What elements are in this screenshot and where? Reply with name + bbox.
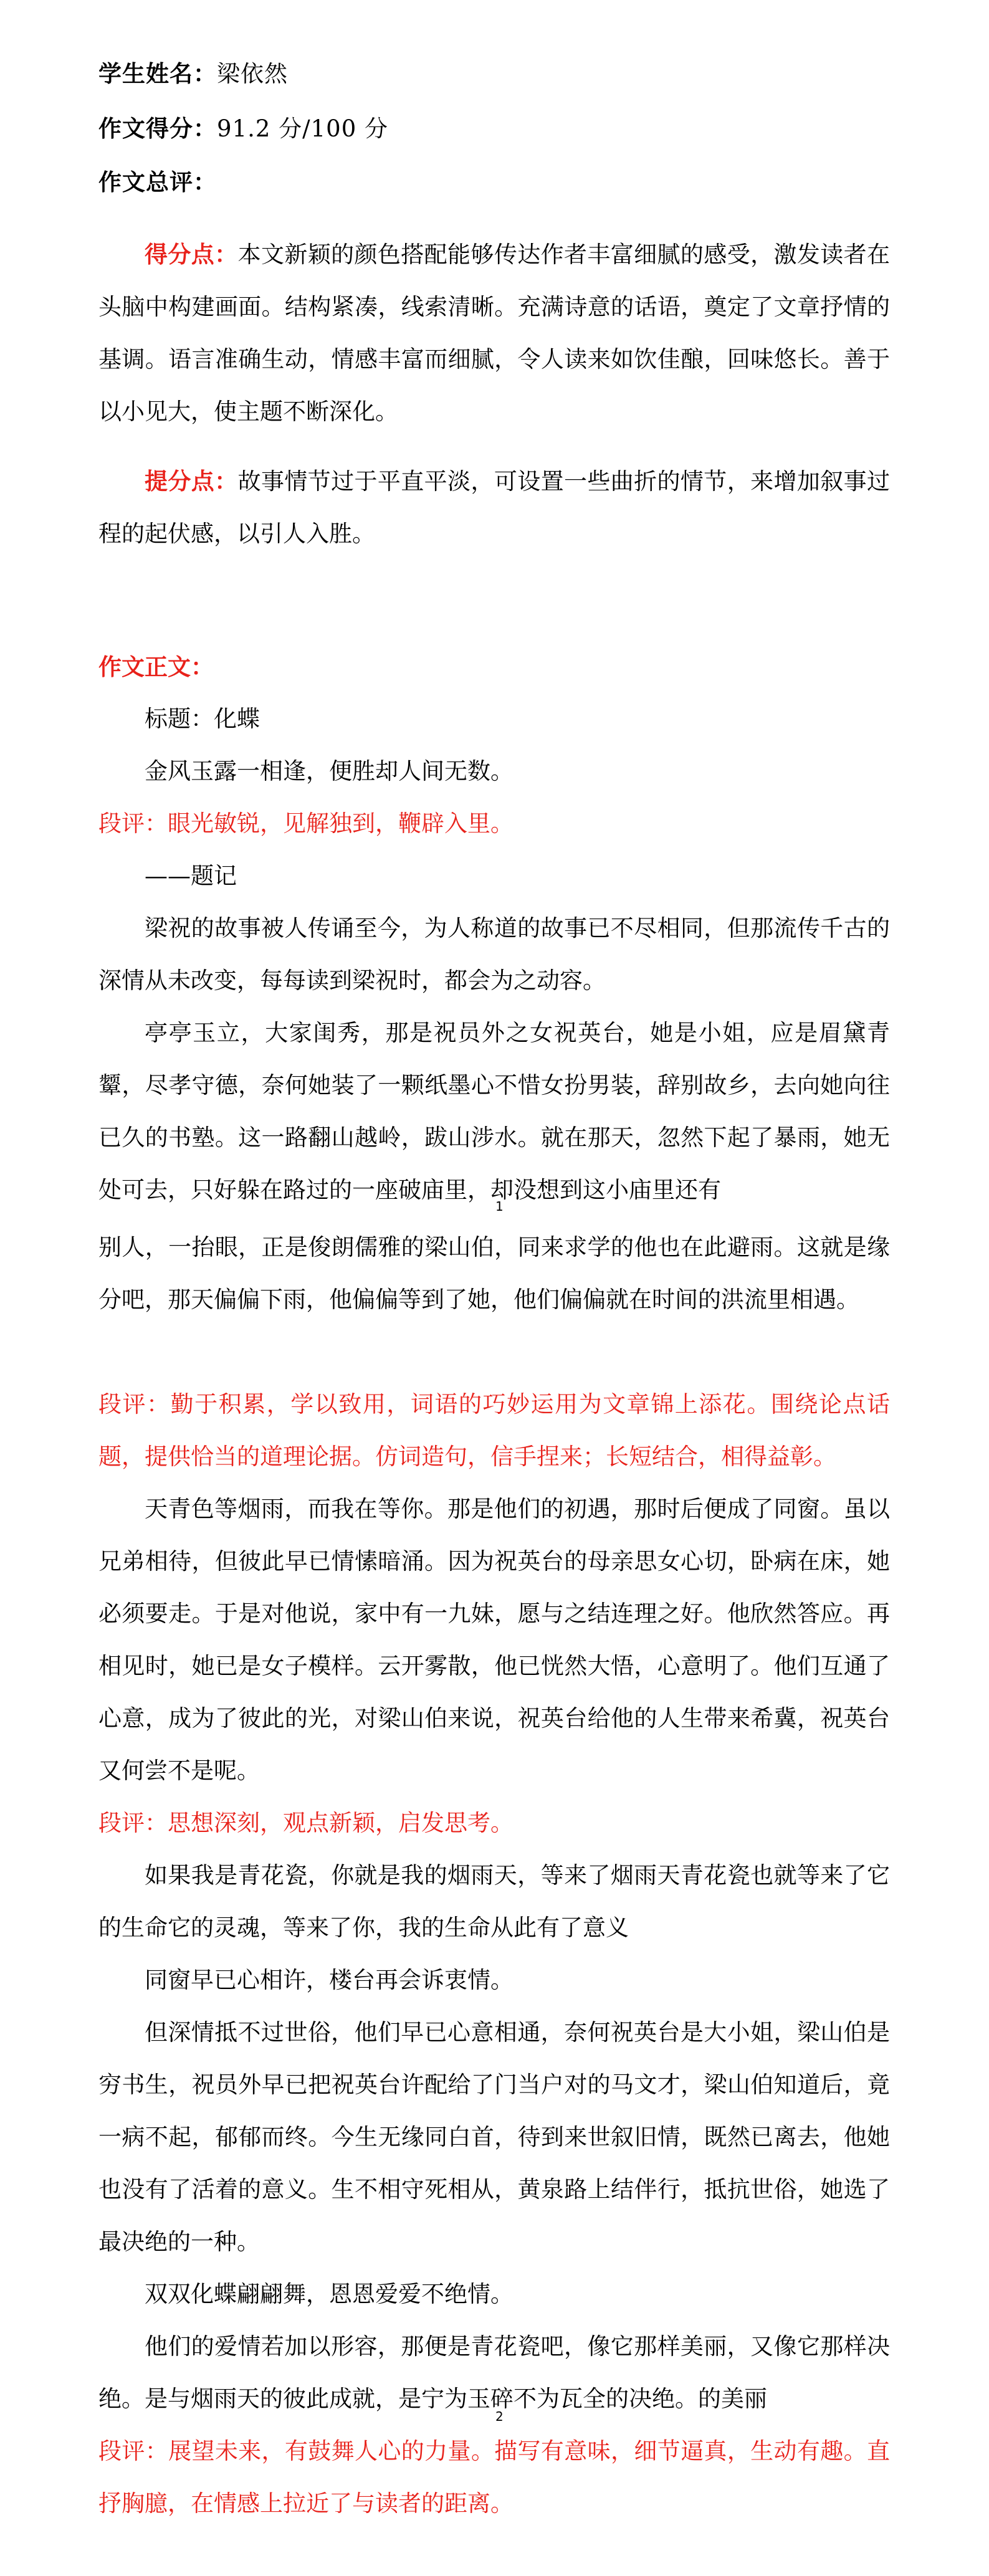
paragraph-5: 同窗早已心相许，楼台再会诉衷情。 [145,1967,514,1993]
paragraph-6: 但深情抵不过世俗，他们早已心意相通，奈何祝英台是大小姐，梁山伯是穷书生，祝员外早已把祝英台许配给了门当户对的马文才，梁山伯知道后，竟一病不起，郁郁而终。今生无缘同白首，待到来世叙旧情，既然已离去，他她也没有了活着的意义。生不相守死相从，黄泉路上结伴行，抵抗世俗，她选了最决绝的一种。 [98,2019,890,2255]
strengths-label: 得分点： [145,241,238,268]
score-line [98,110,388,143]
page-number-2: 2 [495,2409,504,2424]
score-label: 作文得分： [98,115,217,142]
improve-label: 提分点： [145,467,238,495]
paragraph-3: 天青色等烟雨，而我在等你。那是他们的初遇，那时后便成了同窗。虽以兄弟相待，但彼此早已情愫暗涌。因为祝英台的母亲思女心切，卧病在床，她必须要走。于是对他说，家中有一九妹，愿与之结连理之好。他欣然答应。再相见时，她已是女子模样。云开雾散，他已恍然大悟，心意明了。他们互通了心意，成为了彼此的光，对梁山伯来说，祝英台给他的人生带来希冀，祝英台又何尝不是呢。 [98,1496,890,1784]
epigraph: 金风玉露一相逢，便胜却人间无数。 [145,758,514,785]
paragraph-7: 双双化蝶翩翩舞，恩恩爱爱不绝情。 [145,2281,514,2307]
comment-1: 段评：眼光敏锐，见解独到，鞭辟入里。 [98,810,514,837]
page-number-1: 1 [495,1199,504,1214]
student-name-value: 梁依然 [217,60,288,87]
essay-title-line: 标题：化蝶 [145,705,260,732]
paragraph-1: 梁祝的故事被人传诵至今，为人称道的故事已不尽相同，但那流传千古的深情从未改变，每每读到梁祝时，都会为之动容。 [98,915,890,994]
epigraph-source: ——题记 [145,862,237,889]
essay-section-label: 作文正文： [98,653,214,680]
paragraph-8: 他们的爱情若加以形容，那便是青花瓷吧，像它那样美丽，又像它那样决绝。是与烟雨天的彼此成就，是宁为玉碎不为瓦全的决绝。的美丽 [98,2333,890,2412]
strengths-paragraph [98,228,890,438]
strengths-text: 本文新颖的颜色搭配能够传达作者丰富细腻的感受，激发读者在头脑中构建画面。结构紧凑，线索清晰。充满诗意的话语，奠定了文章抒情的基调。语言准确生动，情感丰富而细腻，令人读来如饮佳酿，回味悠长。善于以小见大，使主题不断深化。 [98,241,891,425]
paragraph-4: 如果我是青花瓷，你就是我的烟雨天，等来了烟雨天青花瓷也就等来了它的生命它的灵魂，等来了你，我的生命从此有了意义 [98,1862,890,1941]
student-name-line [98,55,288,88]
comment-2: 段评：勤于积累，学以致用，词语的巧妙运用为文章锦上添花。围绕论点话题，提供恰当的道理论据。仿词造句，信手捏来；长短结合，相得益彰。 [98,1391,890,1470]
improve-text: 故事情节过于平直平淡，可设置一些曲折的情节，来增加叙事过程的起伏感，以引人入胜。 [98,468,891,547]
comment-3: 段评：思想深刻，观点新颖，启发思考。 [98,1810,514,1836]
overall-review-line [98,163,217,197]
overall-review-label: 作文总评： [98,168,217,196]
comment-4: 段评：展望未来，有鼓舞人心的力量。描写有意味，细节逼真，生动有趣。直抒胸臆，在情感上拉近了与读者的距离。 [98,2438,890,2517]
improve-paragraph [98,455,890,560]
paragraph-2-part-2: 别人，一抬眼，正是俊朗儒雅的梁山伯，同来求学的他也在此避雨。这就是缘分吧，那天偏偏下雨，他偏偏等到了她，他们偏偏就在时间的洪流里相遇。 [98,1234,890,1313]
score-value: 91.2 分/100 分 [217,115,388,142]
student-name-label: 学生姓名： [98,60,217,87]
paragraph-2-part-1: 亭亭玉立，大家闺秀，那是祝员外之女祝英台，她是小姐，应是眉黛青颦，尽孝守德，奈何她装了一颗纸墨心不惜女扮男装，辞别故乡，去向她向往已久的书塾。这一路翻山越岭，跋山涉水。就在那天，忽然下起了暴雨，她无处可去，只好躲在路过的一座破庙里，却没想到这小庙里还有 [98,1019,890,1203]
